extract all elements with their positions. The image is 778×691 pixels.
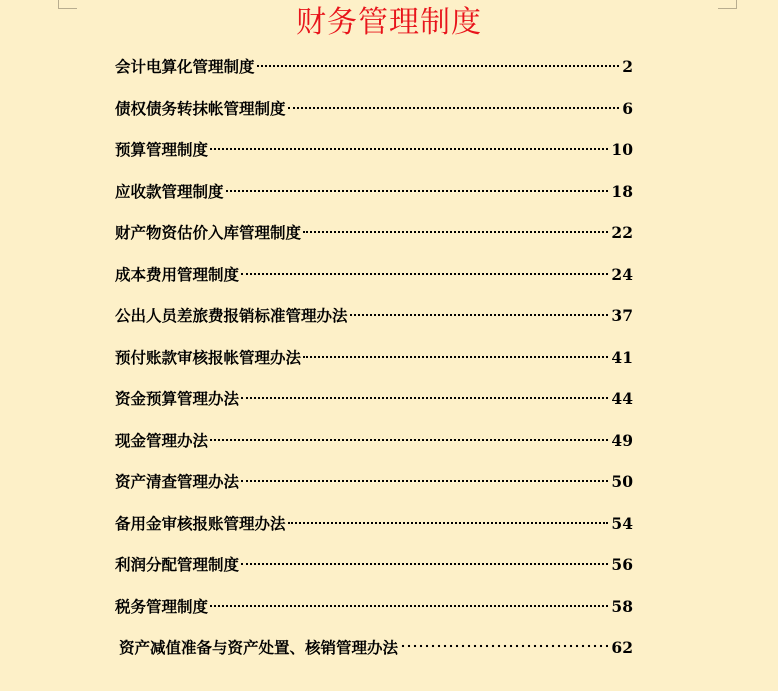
toc-leader-dots: [303, 356, 608, 358]
toc-entry[interactable]: [115, 343, 633, 385]
toc-entry[interactable]: [115, 509, 633, 551]
toc-entry[interactable]: [115, 592, 633, 634]
toc-entry[interactable]: [115, 260, 633, 302]
toc-page-number: 54: [611, 513, 633, 533]
toc-entry[interactable]: [115, 633, 633, 675]
toc-page-number: 10: [611, 140, 633, 159]
toc-entry-label: 债权债务转抹帐管理制度: [115, 98, 286, 118]
toc-entry[interactable]: [115, 177, 633, 219]
table-of-contents: [115, 52, 633, 675]
toc-leader-dots: [288, 107, 620, 109]
toc-page-number: 2: [622, 57, 633, 76]
toc-page-number: 49: [611, 430, 633, 450]
toc-leader-dots: [210, 148, 608, 150]
toc-page-number: 41: [611, 347, 633, 367]
toc-page-number: 56: [611, 555, 633, 574]
toc-entry-label: 预算管理制度: [115, 140, 209, 159]
toc-leader-dots: [288, 522, 609, 524]
toc-entry-label: 税务管理制度: [115, 596, 209, 616]
toc-entry-label: 利润分配管理制度: [115, 555, 240, 574]
toc-entry[interactable]: [115, 550, 633, 592]
toc-entry[interactable]: [115, 94, 633, 136]
toc-page-number: 62: [611, 638, 633, 657]
toc-leader-dots: [241, 273, 608, 275]
toc-leader-dots: [226, 190, 609, 192]
toc-page-number: 22: [611, 223, 633, 242]
toc-entry[interactable]: [115, 467, 633, 509]
toc-leader-dots: [257, 65, 620, 67]
toc-leader-dots: [350, 314, 609, 316]
toc-entry-label: 应收款管理制度: [115, 181, 224, 201]
toc-page-number: 58: [611, 596, 633, 616]
toc-entry[interactable]: [115, 52, 633, 94]
toc-page-number: 24: [611, 264, 633, 284]
toc-entry-label: 财产物资估价入库管理制度: [115, 223, 302, 242]
document-title: 财务管理制度: [296, 5, 482, 40]
toc-page-number: 6: [622, 98, 633, 118]
toc-leader-dots: [210, 439, 608, 441]
toc-entry-label: 资金预算管理办法: [115, 389, 240, 408]
toc-leader-dots: [400, 644, 608, 648]
toc-entry[interactable]: [115, 426, 633, 468]
toc-page-number: 37: [611, 306, 633, 325]
toc-page-number: 50: [611, 472, 633, 491]
toc-entry[interactable]: [115, 218, 633, 260]
toc-leader-dots: [303, 231, 608, 233]
toc-page-number: 44: [611, 389, 633, 408]
toc-leader-dots: [241, 480, 608, 482]
toc-entry-label: 现金管理办法: [115, 430, 209, 450]
toc-entry[interactable]: [115, 384, 633, 426]
toc-leader-dots: [210, 605, 608, 607]
toc-entry-label: 资产清查管理办法: [115, 472, 240, 491]
toc-entry-label: 会计电算化管理制度: [115, 57, 255, 76]
toc-leader-dots: [241, 563, 608, 565]
toc-page-number: 18: [611, 181, 633, 201]
toc-entry-label: 成本费用管理制度: [115, 264, 240, 284]
toc-entry-label: 备用金审核报账管理办法: [115, 513, 286, 533]
toc-entry[interactable]: [115, 135, 633, 177]
toc-leader-dots: [241, 397, 608, 399]
toc-entry[interactable]: [115, 301, 633, 343]
toc-entry-label: 预付账款审核报帐管理办法: [115, 347, 302, 367]
toc-entry-label: 资产减值准备与资产处置、核销管理办法: [119, 638, 399, 657]
toc-entry-label: 公出人员差旅费报销标准管理办法: [115, 306, 348, 325]
